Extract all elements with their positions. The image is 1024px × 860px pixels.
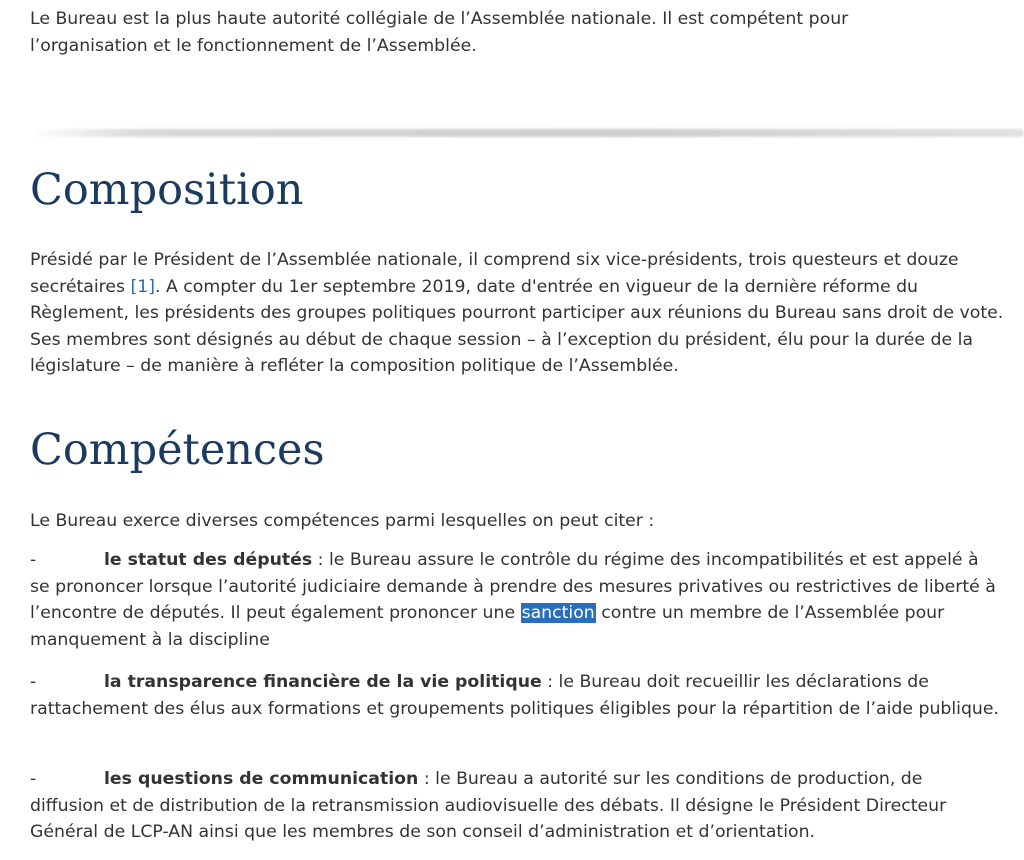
list-item-term: la transparence financière de la vie politique (104, 672, 542, 692)
composition-heading: Composition (30, 165, 304, 215)
list-item-term: les questions de communication (104, 769, 419, 789)
selected-text[interactable]: sanction (521, 603, 595, 623)
list-item (30, 669, 1000, 722)
list-item-term: le statut des députés (104, 550, 313, 570)
list-dash: - (30, 672, 37, 692)
section-divider (30, 129, 1024, 137)
footnote-link[interactable]: [1] (130, 276, 155, 297)
list-item-text: : le Bureau doit recueillir les déclarations de rattachement des élus aux formations et groupements politiques éligibles pour la répartition de l’aide publique. (30, 672, 1000, 719)
composition-paragraph (30, 247, 1005, 380)
list-dash: - (30, 769, 37, 789)
competences-heading: Compétences (30, 425, 325, 475)
list-item (30, 547, 1000, 653)
list-dash: - (30, 550, 37, 570)
list-item-text: : le Bureau assure le contrôle du régime des incompatibilités et est appelé à se prononcer lorsque l’autorité judiciaire demande à prendre des mesures privatives ou restrictives de liberté à l’encontre de députés. Il peut également prononcer une (30, 550, 996, 623)
composition-text-part2: . A compter du 1er septembre 2019, date d'entrée en vigueur de la dernière réforme du Règlement, les présidents des groupes politiques pourront participer aux réunions du Bureau sans droit de vote. Ses membres sont désignés au début de chaque session – à l’exception du président, élu pour la durée de la législature – de manière à refléter la composition politique de l’Assemblée. (30, 276, 1004, 376)
list-item-text: : le Bureau a autorité sur les conditions de production, de diffusion et de distribution de la retransmission audiovisuelle des débats. Il désigne le Président Directeur Général de LCP-AN ainsi que les membres de son conseil d’administration et d’orientation. (30, 769, 947, 842)
competences-lead: Le Bureau exerce diverses compétences parmi lesquelles on peut citer : (30, 511, 655, 531)
list-item (30, 766, 1000, 846)
composition-text-part1: Présidé par le Président de l’Assemblée nationale, il comprend six vice-présidents, trois questeurs et douze secrétaires (30, 250, 959, 297)
list-item-text-end: contre un membre de l’Assemblée pour manquement à la discipline (30, 603, 945, 650)
intro-paragraph: Le Bureau est la plus haute autorité collégiale de l’Assemblée nationale. Il est compétent pour l’organisation et le fonctionnement de l’Assemblée. (30, 9, 849, 56)
